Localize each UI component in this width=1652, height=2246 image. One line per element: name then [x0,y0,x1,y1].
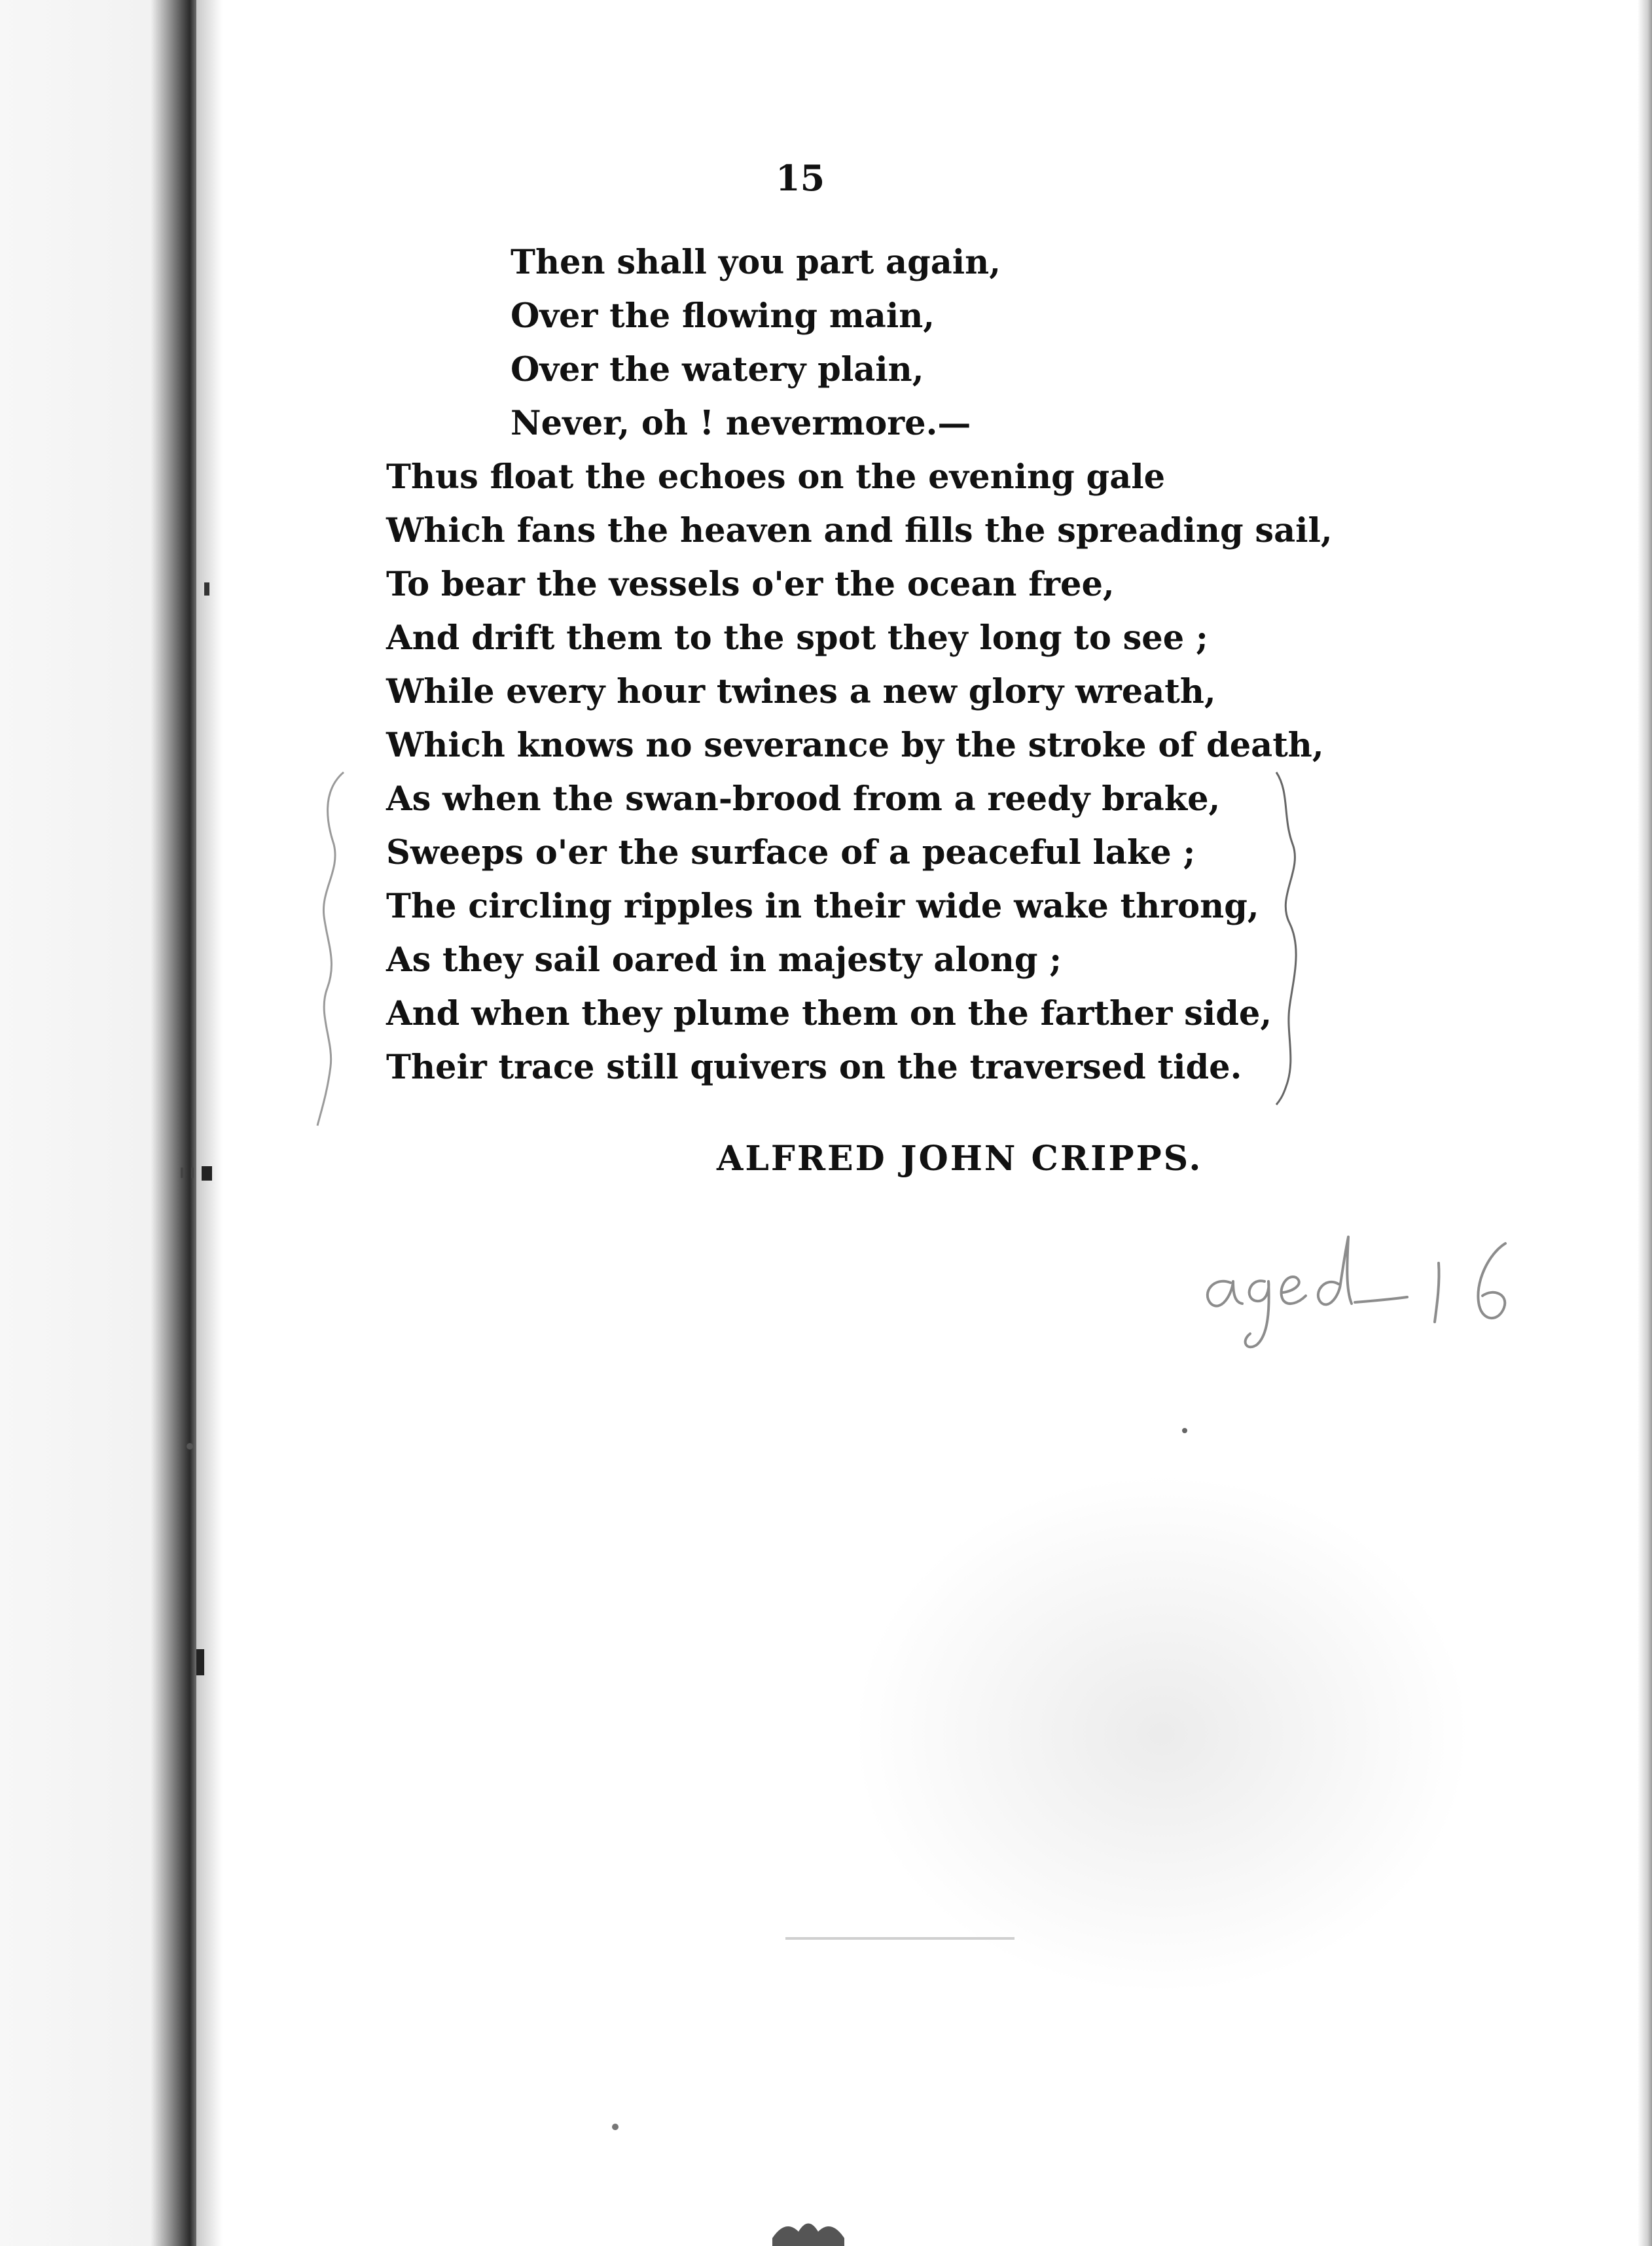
poem-line: Then shall you part again, [511,243,1001,282]
pencil-brace-right [1263,766,1316,1106]
poem-line: Over the flowing main, [511,296,935,336]
poem-line: As when the swan-brood from a reedy brake, [386,779,1221,819]
poem-line: While every hour twines a new glory wreath, [386,672,1216,711]
poem-line: Which fans the heaven and fills the spreading sail, [386,511,1333,550]
handwritten-note [1191,1230,1532,1361]
poem-line: Which knows no severance by the stroke of death, [386,726,1324,765]
poem-body [386,236,1333,1094]
author-signature: ALFRED JOHN CRIPPS. [717,1139,1203,1179]
poem-line: Never, oh ! nevermore.— [511,404,971,443]
poem-line: Sweeps o'er the surface of a peaceful lake ; [386,833,1196,872]
poem-line: And when they plume them on the farther side, [386,994,1272,1033]
poem-line: Their trace still quivers on the traversed tide. [386,1048,1242,1087]
poem-line: The circling ripples in their wide wake throng, [386,887,1259,926]
poem-line: And drift them to the spot they long to see ; [386,618,1208,658]
poem-line: To bear the vessels o'er the ocean free, [386,565,1115,604]
poem-line: Over the watery plain, [511,350,924,389]
page-number: 15 [776,157,825,199]
pencil-brace-left [308,766,360,1132]
poem-line: Thus float the echoes on the evening gale [386,457,1166,497]
poem-line: As they sail oared in majesty along ; [386,940,1062,980]
